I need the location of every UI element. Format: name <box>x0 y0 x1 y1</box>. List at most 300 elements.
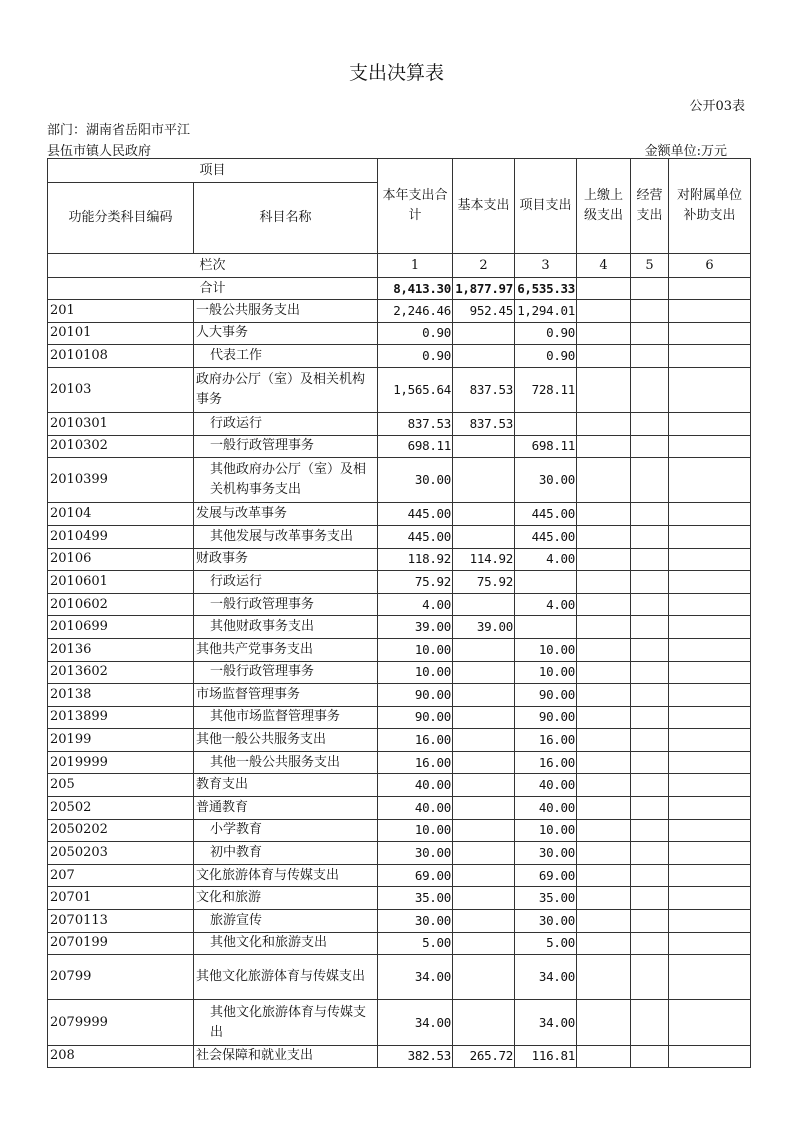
basic-cell <box>453 729 515 752</box>
total-cell: 698.11 <box>378 435 453 458</box>
name-cell: 初中教育 <box>194 842 378 865</box>
code-cell: 2013602 <box>48 661 194 684</box>
name-cell: 人大事务 <box>194 322 378 345</box>
code-cell: 2010108 <box>48 345 194 368</box>
column-number: 2 <box>453 254 515 278</box>
header-subsidy: 对附属单位补助支出 <box>669 159 751 254</box>
total-cell: 30.00 <box>378 910 453 933</box>
upper-cell <box>577 616 631 639</box>
subsidy-cell <box>669 706 751 729</box>
project-cell: 4.00 <box>515 548 577 571</box>
name-cell: 其他共产党事务支出 <box>194 638 378 661</box>
table-row <box>48 345 751 368</box>
name-cell: 其他政府办公厅（室）及相关机构事务支出 <box>194 458 378 503</box>
table-row <box>48 661 751 684</box>
basic-cell: 952.45 <box>453 300 515 323</box>
project-cell <box>515 412 577 435</box>
header-row <box>48 159 751 183</box>
basic-cell: 75.92 <box>453 571 515 594</box>
basic-cell <box>453 1000 515 1045</box>
upper-cell <box>577 797 631 820</box>
project-cell: 69.00 <box>515 864 577 887</box>
code-cell: 2050203 <box>48 842 194 865</box>
upper-cell <box>577 819 631 842</box>
upper-cell <box>577 955 631 1000</box>
code-cell: 2010499 <box>48 525 194 548</box>
total-cell: 75.92 <box>378 571 453 594</box>
upper-cell <box>577 300 631 323</box>
table-row <box>48 503 751 526</box>
table-row <box>48 864 751 887</box>
name-cell: 一般行政管理事务 <box>194 661 378 684</box>
name-cell: 其他文化旅游体育与传媒支出 <box>194 955 378 1000</box>
table-row <box>48 1045 751 1068</box>
basic-cell <box>453 842 515 865</box>
name-cell: 财政事务 <box>194 548 378 571</box>
name-cell: 市场监督管理事务 <box>194 684 378 707</box>
code-cell: 207 <box>48 864 194 887</box>
code-cell: 20502 <box>48 797 194 820</box>
code-cell: 208 <box>48 1045 194 1068</box>
subsidy-cell <box>669 684 751 707</box>
table-row <box>48 571 751 594</box>
total-cell: 0.90 <box>378 345 453 368</box>
project-cell: 698.11 <box>515 435 577 458</box>
subsidy-cell <box>669 593 751 616</box>
project-cell: 30.00 <box>515 458 577 503</box>
code-cell: 20101 <box>48 322 194 345</box>
department-line-2: 县伍市镇人民政府 <box>47 144 152 159</box>
total-cell: 34.00 <box>378 1000 453 1045</box>
total-cell: 837.53 <box>378 412 453 435</box>
code-cell: 2079999 <box>48 1000 194 1045</box>
project-cell: 10.00 <box>515 819 577 842</box>
business-cell <box>631 1000 669 1045</box>
table-row <box>48 1000 751 1045</box>
business-cell <box>631 593 669 616</box>
project-cell: 16.00 <box>515 751 577 774</box>
basic-cell <box>453 661 515 684</box>
name-cell: 其他财政事务支出 <box>194 616 378 639</box>
code-cell: 2050202 <box>48 819 194 842</box>
project-cell: 40.00 <box>515 774 577 797</box>
upper-cell <box>577 345 631 368</box>
business-cell <box>631 638 669 661</box>
column-number: 1 <box>378 254 453 278</box>
name-cell: 其他一般公共服务支出 <box>194 751 378 774</box>
table-row <box>48 819 751 842</box>
header-code: 功能分类科目编码 <box>48 183 194 254</box>
business-cell <box>631 300 669 323</box>
project-cell: 0.90 <box>515 322 577 345</box>
basic-cell <box>453 345 515 368</box>
code-cell: 2070113 <box>48 910 194 933</box>
total-subsidy <box>669 278 751 300</box>
name-cell: 小学教育 <box>194 819 378 842</box>
column-number: 3 <box>515 254 577 278</box>
basic-cell <box>453 503 515 526</box>
subsidy-cell <box>669 412 751 435</box>
code-cell: 20103 <box>48 367 194 412</box>
code-cell: 20138 <box>48 684 194 707</box>
code-cell: 201 <box>48 300 194 323</box>
upper-cell <box>577 412 631 435</box>
table-row <box>48 458 751 503</box>
business-cell <box>631 729 669 752</box>
table-row <box>48 638 751 661</box>
table-row <box>48 729 751 752</box>
form-number: 公开03表 <box>689 99 745 114</box>
total-cell: 10.00 <box>378 819 453 842</box>
total-cell: 90.00 <box>378 706 453 729</box>
subsidy-cell <box>669 345 751 368</box>
total-cell: 16.00 <box>378 729 453 752</box>
business-cell <box>631 412 669 435</box>
basic-cell <box>453 322 515 345</box>
basic-cell <box>453 435 515 458</box>
code-cell: 20799 <box>48 955 194 1000</box>
table-row <box>48 548 751 571</box>
total-business <box>631 278 669 300</box>
code-cell: 20104 <box>48 503 194 526</box>
business-cell <box>631 910 669 933</box>
basic-cell <box>453 638 515 661</box>
name-cell: 一般行政管理事务 <box>194 435 378 458</box>
business-cell <box>631 435 669 458</box>
basic-cell <box>453 797 515 820</box>
project-cell: 90.00 <box>515 684 577 707</box>
upper-cell <box>577 864 631 887</box>
basic-cell <box>453 887 515 910</box>
subsidy-cell <box>669 819 751 842</box>
upper-cell <box>577 706 631 729</box>
upper-cell <box>577 571 631 594</box>
name-cell: 其他一般公共服务支出 <box>194 729 378 752</box>
basic-cell: 837.53 <box>453 412 515 435</box>
page-title: 支出决算表 <box>348 62 444 84</box>
subsidy-cell <box>669 729 751 752</box>
business-cell <box>631 458 669 503</box>
basic-cell <box>453 684 515 707</box>
upper-cell <box>577 842 631 865</box>
upper-cell <box>577 729 631 752</box>
upper-cell <box>577 932 631 955</box>
table-row <box>48 910 751 933</box>
business-cell <box>631 955 669 1000</box>
code-cell: 20136 <box>48 638 194 661</box>
project-cell: 30.00 <box>515 842 577 865</box>
name-cell: 发展与改革事务 <box>194 503 378 526</box>
upper-cell <box>577 548 631 571</box>
basic-cell <box>453 525 515 548</box>
total-cell: 118.92 <box>378 548 453 571</box>
business-cell <box>631 661 669 684</box>
project-cell: 0.90 <box>515 345 577 368</box>
upper-cell <box>577 322 631 345</box>
upper-cell <box>577 435 631 458</box>
code-cell: 2010302 <box>48 435 194 458</box>
subsidy-cell <box>669 932 751 955</box>
code-cell: 2013899 <box>48 706 194 729</box>
subsidy-cell <box>669 1045 751 1068</box>
upper-cell <box>577 774 631 797</box>
subsidy-cell <box>669 503 751 526</box>
table-row <box>48 932 751 955</box>
business-cell <box>631 684 669 707</box>
column-number-label: 栏次 <box>48 254 378 278</box>
project-cell: 34.00 <box>515 955 577 1000</box>
business-cell <box>631 1045 669 1068</box>
upper-cell <box>577 458 631 503</box>
column-number: 6 <box>669 254 751 278</box>
code-cell: 205 <box>48 774 194 797</box>
code-cell: 20106 <box>48 548 194 571</box>
table-row <box>48 593 751 616</box>
project-cell <box>515 616 577 639</box>
subsidy-cell <box>669 797 751 820</box>
code-cell: 20701 <box>48 887 194 910</box>
business-cell <box>631 819 669 842</box>
basic-cell: 114.92 <box>453 548 515 571</box>
total-basic: 1,877.97 <box>453 278 515 300</box>
name-cell: 社会保障和就业支出 <box>194 1045 378 1068</box>
upper-cell <box>577 525 631 548</box>
name-cell: 一般行政管理事务 <box>194 593 378 616</box>
subsidy-cell <box>669 864 751 887</box>
business-cell <box>631 774 669 797</box>
name-cell: 其他市场监督管理事务 <box>194 706 378 729</box>
business-cell <box>631 864 669 887</box>
total-cell: 35.00 <box>378 887 453 910</box>
name-cell: 旅游宣传 <box>194 910 378 933</box>
subsidy-cell <box>669 774 751 797</box>
upper-cell <box>577 367 631 412</box>
table-row <box>48 367 751 412</box>
subsidy-cell <box>669 616 751 639</box>
basic-cell <box>453 955 515 1000</box>
project-cell: 5.00 <box>515 932 577 955</box>
business-cell <box>631 503 669 526</box>
total-cell: 40.00 <box>378 774 453 797</box>
table-row <box>48 412 751 435</box>
project-cell: 35.00 <box>515 887 577 910</box>
subsidy-cell <box>669 525 751 548</box>
code-cell: 2010602 <box>48 593 194 616</box>
project-cell: 116.81 <box>515 1045 577 1068</box>
subsidy-cell <box>669 367 751 412</box>
total-cell: 445.00 <box>378 503 453 526</box>
name-cell: 其他文化旅游体育与传媒支出 <box>194 1000 378 1045</box>
table-row <box>48 525 751 548</box>
code-cell: 2010699 <box>48 616 194 639</box>
total-cell: 10.00 <box>378 638 453 661</box>
table-row <box>48 322 751 345</box>
table-row <box>48 435 751 458</box>
upper-cell <box>577 593 631 616</box>
basic-cell <box>453 751 515 774</box>
name-cell: 其他文化和旅游支出 <box>194 932 378 955</box>
basic-cell <box>453 910 515 933</box>
code-cell: 2010601 <box>48 571 194 594</box>
project-cell: 1,294.01 <box>515 300 577 323</box>
business-cell <box>631 525 669 548</box>
business-cell <box>631 842 669 865</box>
table-row <box>48 616 751 639</box>
code-cell: 2010399 <box>48 458 194 503</box>
table-row <box>48 955 751 1000</box>
code-cell: 20199 <box>48 729 194 752</box>
total-project: 6,535.33 <box>515 278 577 300</box>
upper-cell <box>577 910 631 933</box>
subsidy-cell <box>669 751 751 774</box>
basic-cell <box>453 819 515 842</box>
basic-cell <box>453 458 515 503</box>
header-item: 项目 <box>48 159 378 183</box>
subsidy-cell <box>669 571 751 594</box>
total-upper <box>577 278 631 300</box>
name-cell: 教育支出 <box>194 774 378 797</box>
subsidy-cell <box>669 638 751 661</box>
project-cell: 34.00 <box>515 1000 577 1045</box>
header-name: 科目名称 <box>194 183 378 254</box>
amount-unit: 金额单位:万元 <box>644 144 727 159</box>
project-cell: 445.00 <box>515 503 577 526</box>
business-cell <box>631 548 669 571</box>
column-number: 5 <box>631 254 669 278</box>
project-cell: 445.00 <box>515 525 577 548</box>
total-cell: 2,246.46 <box>378 300 453 323</box>
table-row <box>48 797 751 820</box>
table-row <box>48 887 751 910</box>
total-cell: 34.00 <box>378 955 453 1000</box>
subsidy-cell <box>669 1000 751 1045</box>
name-cell: 行政运行 <box>194 412 378 435</box>
subsidy-cell <box>669 458 751 503</box>
total-cell: 16.00 <box>378 751 453 774</box>
subsidy-cell <box>669 842 751 865</box>
project-cell: 10.00 <box>515 661 577 684</box>
upper-cell <box>577 661 631 684</box>
subsidy-cell <box>669 910 751 933</box>
code-cell: 2070199 <box>48 932 194 955</box>
basic-cell <box>453 706 515 729</box>
basic-cell <box>453 864 515 887</box>
business-cell <box>631 932 669 955</box>
subsidy-cell <box>669 322 751 345</box>
upper-cell <box>577 887 631 910</box>
basic-cell <box>453 932 515 955</box>
total-cell: 30.00 <box>378 842 453 865</box>
basic-cell <box>453 593 515 616</box>
table-row <box>48 751 751 774</box>
project-cell: 30.00 <box>515 910 577 933</box>
header-total: 本年支出合计 <box>378 159 453 254</box>
total-row <box>48 278 751 300</box>
project-cell: 728.11 <box>515 367 577 412</box>
total-cell: 1,565.64 <box>378 367 453 412</box>
name-cell: 代表工作 <box>194 345 378 368</box>
code-cell: 2019999 <box>48 751 194 774</box>
upper-cell <box>577 503 631 526</box>
total-cell: 30.00 <box>378 458 453 503</box>
total-cell: 90.00 <box>378 684 453 707</box>
upper-cell <box>577 1045 631 1068</box>
business-cell <box>631 751 669 774</box>
header-business: 经营支出 <box>631 159 669 254</box>
name-cell: 政府办公厅（室）及相关机构事务 <box>194 367 378 412</box>
name-cell: 行政运行 <box>194 571 378 594</box>
project-cell <box>515 571 577 594</box>
total-cell: 40.00 <box>378 797 453 820</box>
project-cell: 10.00 <box>515 638 577 661</box>
business-cell <box>631 616 669 639</box>
business-cell <box>631 887 669 910</box>
total-cell: 5.00 <box>378 932 453 955</box>
business-cell <box>631 706 669 729</box>
total-cell: 445.00 <box>378 525 453 548</box>
upper-cell <box>577 751 631 774</box>
header-upper: 上缴上级支出 <box>577 159 631 254</box>
table-row <box>48 774 751 797</box>
total-cell: 10.00 <box>378 661 453 684</box>
business-cell <box>631 797 669 820</box>
upper-cell <box>577 638 631 661</box>
project-cell: 90.00 <box>515 706 577 729</box>
basic-cell: 265.72 <box>453 1045 515 1068</box>
name-cell: 一般公共服务支出 <box>194 300 378 323</box>
basic-cell <box>453 774 515 797</box>
total-amount: 8,413.30 <box>378 278 453 300</box>
subsidy-cell <box>669 887 751 910</box>
business-cell <box>631 322 669 345</box>
basic-cell: 39.00 <box>453 616 515 639</box>
basic-cell: 837.53 <box>453 367 515 412</box>
upper-cell <box>577 684 631 707</box>
name-cell: 其他发展与改革事务支出 <box>194 525 378 548</box>
total-cell: 69.00 <box>378 864 453 887</box>
department-line-1: 部门：湖南省岳阳市平江 <box>47 123 191 138</box>
subsidy-cell <box>669 435 751 458</box>
subsidy-cell <box>669 955 751 1000</box>
expenditure-table <box>47 158 751 1068</box>
code-cell: 2010301 <box>48 412 194 435</box>
business-cell <box>631 367 669 412</box>
name-cell: 普通教育 <box>194 797 378 820</box>
name-cell: 文化和旅游 <box>194 887 378 910</box>
total-cell: 382.53 <box>378 1045 453 1068</box>
table-row <box>48 842 751 865</box>
column-number: 4 <box>577 254 631 278</box>
subsidy-cell <box>669 548 751 571</box>
subsidy-cell <box>669 300 751 323</box>
table-row <box>48 706 751 729</box>
total-cell: 0.90 <box>378 322 453 345</box>
project-cell: 4.00 <box>515 593 577 616</box>
column-number-row <box>48 254 751 278</box>
table-row <box>48 684 751 707</box>
business-cell <box>631 571 669 594</box>
header-basic: 基本支出 <box>453 159 515 254</box>
header-project: 项目支出 <box>515 159 577 254</box>
upper-cell <box>577 1000 631 1045</box>
business-cell <box>631 345 669 368</box>
project-cell: 16.00 <box>515 729 577 752</box>
name-cell: 文化旅游体育与传媒支出 <box>194 864 378 887</box>
project-cell: 40.00 <box>515 797 577 820</box>
subsidy-cell <box>669 661 751 684</box>
table-row <box>48 300 751 323</box>
total-cell: 4.00 <box>378 593 453 616</box>
